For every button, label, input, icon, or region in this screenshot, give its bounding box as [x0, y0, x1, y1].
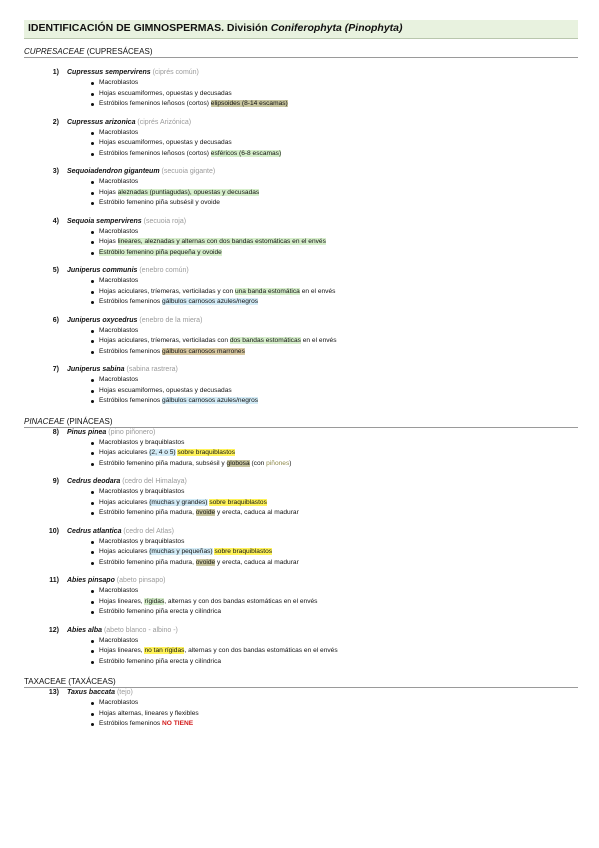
list-item: Macroblastos	[37, 227, 578, 238]
list-item: Hojas aleznadas (puntiagudas), opuestas y decusadas	[37, 188, 578, 199]
list-item: Hojas aciculares, tríemeras, verticiladas con dos bandas estomáticas en el envés	[37, 336, 578, 347]
list-item: Hojas lineares, aleznadas y alternas con dos bandas estomáticas en el envés	[37, 237, 578, 248]
list-item: Macroblastos y braquiblastos	[37, 537, 578, 548]
list-item: Estróbilos femeninos gálbulos carnosos azules/negros	[37, 297, 578, 308]
family-heading-cupresaceae: CUPRESACEAE (CUPRESÁCEAS)	[24, 47, 578, 58]
list-item: Macroblastos y braquiblastos	[37, 487, 578, 498]
document-page	[24, 20, 578, 730]
list-item: Estróbilos femeninos leñosos (cortos) esféricos (6-8 escamas)	[37, 149, 578, 160]
species-entry: 10) Cedrus atlantica (cedro del Atlas) Macroblastos y braquiblastos Hojas aciculares (muchas y pequeñas) sobre braquiblastos Estróbilo femenino piña madura, ovoide y erecta, caduca al madurar	[37, 527, 578, 569]
list-item: Hojas aciculares (muchas y grandes) sobre braquiblastos	[37, 498, 578, 509]
species-entry: 2) Cupressus arizonica (ciprés Arizónica) Macroblastos Hojas escuamiformes, opuestas y decusadas Estróbilos femeninos leñosos (cortos) esféricos (6-8 escamas)	[37, 118, 578, 160]
list-item: Macroblastos	[37, 586, 578, 597]
species-entry: 13) Taxus baccata (tejo) Macroblastos Hojas alternas, lineares y flexibles Estróbilos femeninos NO TIENE	[37, 688, 578, 730]
species-entry: 7) Juniperus sabina (sabina rastrera) Macroblastos Hojas escuamiformes, opuestas y decusadas Estróbilos femeninos gálbulos carnosos azules/negros	[37, 365, 578, 407]
list-item: Hojas escuamiformes, opuestas y decusadas	[37, 386, 578, 397]
list-item: Estróbilo femenino piña erecta y cilíndrica	[37, 607, 578, 618]
species-entry: 12) Abies alba (abeto blanco - albino -) Macroblastos Hojas lineares, no tan rígidas, alternas y con dos bandas estomáticas en el envés Estróbilo femenino piña erecta y cilíndrica	[37, 626, 578, 668]
list-item: Hojas escuamiformes, opuestas y decusadas	[37, 138, 578, 149]
list-item: Macroblastos	[37, 78, 578, 89]
species-entry: 8) Pinus pinea (pino piñonero) Macroblastos y braquiblastos Hojas aciculares (2, 4 o 5) sobre braquiblastos Estróbilo femenino piña madura, subsésil y globosa (con piñones)	[37, 428, 578, 470]
list-item: Estróbilos femeninos leñosos (cortos) elipsoides (8-14 escamas)	[37, 99, 578, 110]
list-item: Hojas escuamiformes, opuestas y decusadas	[37, 89, 578, 100]
species-entry: 11) Abies pinsapo (abeto pinsapo) Macroblastos Hojas lineares, rígidas, alternas y con dos bandas estomáticas en el envés Estróbilo femenino piña erecta y cilíndrica	[37, 576, 578, 618]
list-item: Macroblastos	[37, 276, 578, 287]
list-item: Hojas aciculares (muchas y pequeñas) sobre braquiblastos	[37, 547, 578, 558]
species-entry: 4) Sequoia sempervirens (secuoia roja) Macroblastos Hojas lineares, aleznadas y alternas con dos bandas estomáticas en el envés Estróbilo femenino piña pequeña y ovoide	[37, 217, 578, 259]
list-item: Estróbilo femenino piña pequeña y ovoide	[37, 248, 578, 259]
list-item: Macroblastos	[37, 128, 578, 139]
list-item: Estróbilos femeninos gálbulos carnosos marrones	[37, 347, 578, 358]
list-item: Hojas aciculares, tríemeras, verticiladas y con una banda estomática en el envés	[37, 287, 578, 298]
species-entry: 1) Cupressus sempervirens (ciprés común) Macroblastos Hojas escuamiformes, opuestas y decusadas Estróbilos femeninos leñosos (cortos) elipsoides (8-14 escamas)	[37, 68, 578, 110]
list-item: Macroblastos	[37, 326, 578, 337]
list-item: Estróbilo femenino piña subsésil y ovoide	[37, 198, 578, 209]
species-entry: 9) Cedrus deodara (cedro del Himalaya) Macroblastos y braquiblastos Hojas aciculares (muchas y grandes) sobre braquiblastos Estróbilo femenino piña madura, ovoide y erecta, caduca al madurar	[37, 477, 578, 519]
species-entry: 5) Juniperus communis (enebro común) Macroblastos Hojas aciculares, tríemeras, verticiladas y con una banda estomática en el envés Estróbilos femeninos gálbulos carnosos azules/negros	[37, 266, 578, 308]
list-item: Hojas lineares, rígidas, alternas y con dos bandas estomáticas en el envés	[37, 597, 578, 608]
list-item: Estróbilo femenino piña madura, subsésil y globosa (con piñones)	[37, 459, 578, 470]
document-title: IDENTIFICACIÓN DE GIMNOSPERMAS. División Coniferophyta (Pinophyta)	[24, 20, 578, 39]
family-heading-taxaceae: TAXACEAE (TAXÁCEAS)	[24, 677, 578, 688]
list-item: Hojas lineares, no tan rígidas, alternas y con dos bandas estomáticas en el envés	[37, 646, 578, 657]
species-entry: 6) Juniperus oxycedrus (enebro de la miera) Macroblastos Hojas aciculares, tríemeras, verticiladas con dos bandas estomáticas en el envés Estróbilos femeninos gálbulos carnosos marrones	[37, 316, 578, 358]
list-item: Macroblastos	[37, 698, 578, 709]
family-heading-pinaceae: PINACEAE (PINÁCEAS)	[24, 417, 578, 428]
list-item: Macroblastos y braquiblastos	[37, 438, 578, 449]
list-item: Hojas aciculares (2, 4 o 5) sobre braquiblastos	[37, 448, 578, 459]
list-item: Estróbilo femenino piña madura, ovoide y erecta, caduca al madurar	[37, 508, 578, 519]
list-item: Hojas alternas, lineares y flexibles	[37, 709, 578, 720]
list-item: Estróbilos femeninos NO TIENE	[37, 719, 578, 730]
species-entry: 3) Sequoiadendron giganteum (secuoia gigante) Macroblastos Hojas aleznadas (puntiagudas), opuestas y decusadas Estróbilo femenino piña subsésil y ovoide	[37, 167, 578, 209]
list-item: Estróbilo femenino piña madura, ovoide y erecta, caduca al madurar	[37, 558, 578, 569]
list-item: Estróbilo femenino piña erecta y cilíndrica	[37, 657, 578, 668]
list-item: Macroblastos	[37, 375, 578, 386]
list-item: Macroblastos	[37, 636, 578, 647]
list-item: Macroblastos	[37, 177, 578, 188]
list-item: Estróbilos femeninos gálbulos carnosos azules/negros	[37, 396, 578, 407]
